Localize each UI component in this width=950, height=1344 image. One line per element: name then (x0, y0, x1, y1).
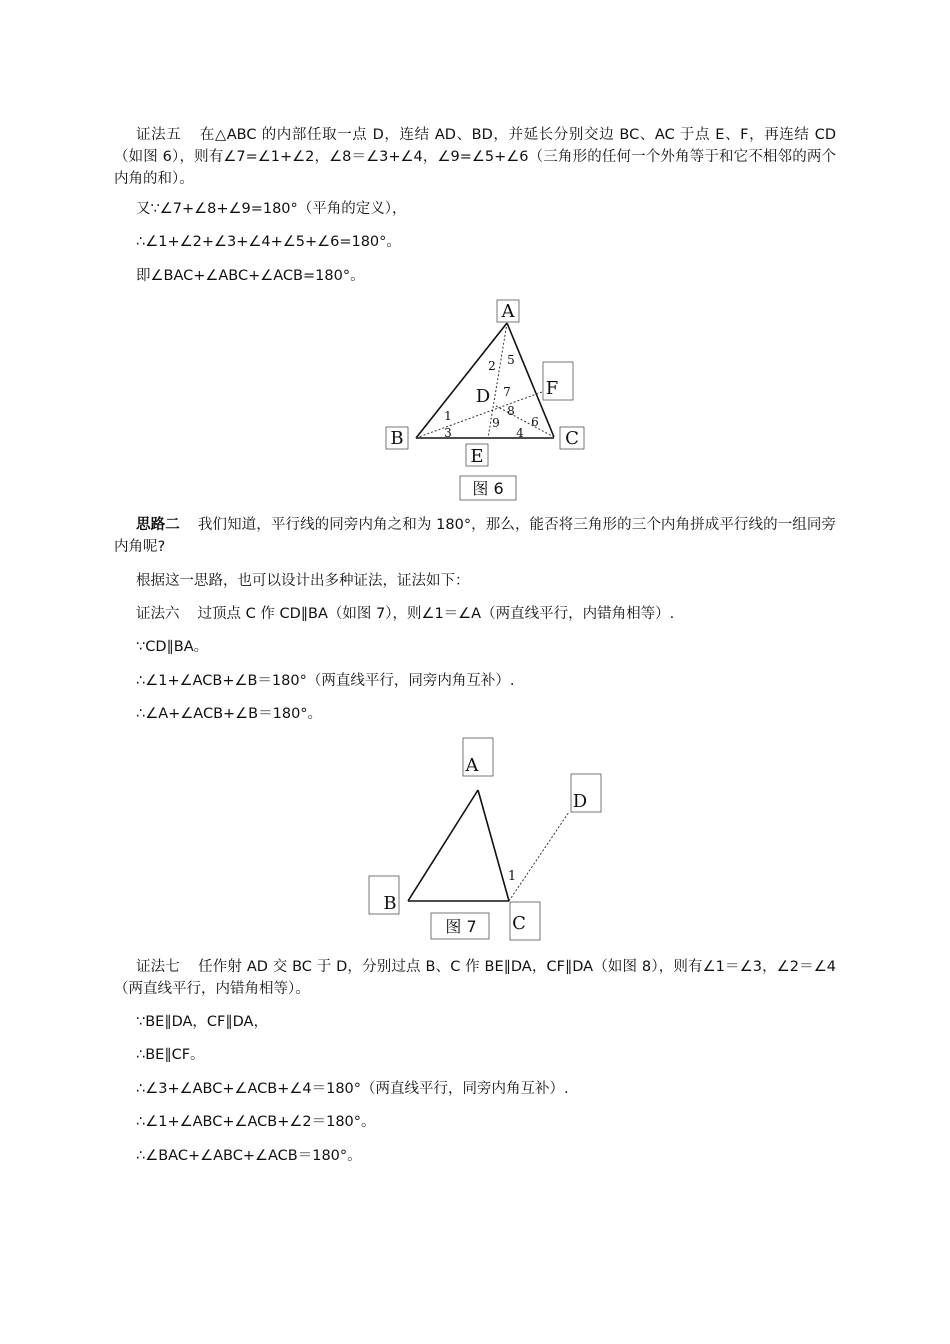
proof7-text: 任作射 AD 交 BC 于 D，分别过点 B、C 作 BE∥DA，CF∥DA（如图 8），则有∠1＝∠3，∠2＝∠4（两直线平行，内错角相等）。 (114, 959, 836, 997)
proof5-line4: 即∠BAC+∠ABC+∠ACB=180°。 (136, 268, 365, 284)
angle-1: 1 (507, 869, 517, 884)
angle-9: 9 (492, 416, 500, 430)
proof5-line2: 又∵∠7+∠8+∠9=180°（平角的定义）， (136, 201, 407, 217)
idea2-text: 我们知道，平行线的同旁内角之和为 180°，那么，能否将三角形的三个内角拼成平行线的一组同旁内角呢? (114, 517, 836, 555)
idea2-title: 思路二 (136, 517, 180, 533)
label-D: D (475, 386, 491, 407)
label-A: A (465, 755, 479, 776)
label-C: C (512, 913, 526, 934)
label-F: F (545, 378, 559, 399)
idea2-line2: 根据这一思路，也可以设计出多种证法，证法如下： (136, 573, 470, 589)
figure-7 (366, 734, 606, 944)
proof6-line4: ∴∠A+∠ACB+∠B＝180°。 (136, 706, 323, 722)
proof6-title: 证法六 (136, 606, 180, 622)
angle-1: 1 (444, 409, 452, 423)
segment-DC (496, 406, 554, 437)
proof7-title: 证法七 (136, 959, 180, 975)
proof7-line6: ∴∠BAC+∠ABC+∠ACB＝180°。 (136, 1148, 362, 1164)
idea2-paragraph (114, 514, 836, 558)
figure-7-diagram (366, 734, 606, 944)
figure-6 (380, 296, 600, 506)
side-AC (478, 790, 509, 901)
angle-6: 6 (531, 415, 539, 429)
figure-7-caption: 图 7 (445, 917, 477, 936)
line-CD (509, 812, 569, 901)
angle-4: 4 (516, 426, 524, 440)
proof7-line2: ∵BE∥DA，CF∥DA， (136, 1014, 268, 1030)
angle-5: 5 (507, 353, 515, 367)
proof6-line3: ∴∠1+∠ACB+∠B＝180°（两直线平行，同旁内角互补）. (136, 673, 515, 689)
angle-2: 2 (488, 359, 496, 373)
side-AB (408, 790, 478, 901)
angle-8: 8 (507, 404, 515, 418)
proof7-line5: ∴∠1+∠ABC+∠ACB+∠2＝180°。 (136, 1114, 376, 1130)
figure-6-diagram (380, 296, 600, 506)
label-D: D (572, 791, 588, 812)
proof5-paragraph (114, 124, 836, 190)
label-B: B (390, 428, 404, 449)
proof7-line4: ∴∠3+∠ABC+∠ACB+∠4＝180°（两直线平行，同旁内角互补）. (136, 1081, 569, 1097)
label-B: B (383, 893, 397, 914)
label-A: A (501, 301, 515, 322)
proof7-line3: ∴BE∥CF。 (136, 1047, 205, 1063)
proof6-text: 过顶点 C 作 CD∥BA（如图 7），则∠1＝∠A（两直线平行，内错角相等）. (197, 606, 675, 622)
proof6-paragraph (114, 603, 836, 625)
proof6-line2: ∵CD∥BA。 (136, 639, 209, 655)
proof5-line3: ∴∠1+∠2+∠3+∠4+∠5+∠6=180°。 (136, 234, 401, 250)
figure-6-caption: 图 6 (472, 479, 504, 498)
angle-3: 3 (444, 426, 452, 440)
label-E: E (470, 446, 484, 467)
proof7-paragraph (114, 956, 836, 1000)
proof5-title: 证法五 (136, 127, 182, 143)
angle-7: 7 (503, 385, 511, 399)
label-C: C (565, 428, 579, 449)
proof5-text: 在△ABC 的内部任取一点 D，连结 AD、BD，并延长分别交边 BC、AC 于点 E、F，再连结 CD（如图 6），则有∠7=∠1+∠2，∠8＝∠3+∠4，∠9=∠5+∠6（三角形的任何一个外角等于和它不相邻的两个内角的和）。 (114, 127, 837, 187)
